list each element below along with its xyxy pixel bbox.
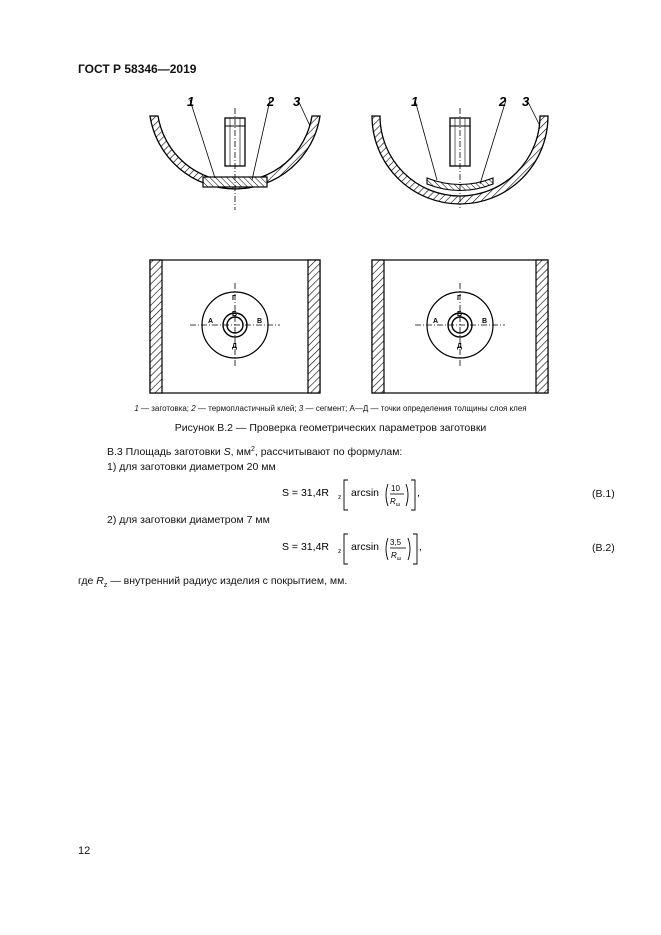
eq2-num: 3,5 [390, 538, 402, 547]
equation-b1 [280, 474, 430, 514]
point-g: Г [232, 295, 236, 302]
eq1-den-sub: ш [396, 502, 401, 508]
callout-3: 3 [522, 94, 530, 109]
equation-number: (В.2) [592, 542, 615, 554]
callout-leader-1 [190, 100, 215, 178]
callout-2: 2 [499, 94, 507, 109]
where-clause-text: где $R_z$ — внутренний радиус изделия с покрытием, мм. [78, 575, 348, 590]
svg-text:,: , [417, 487, 420, 499]
eq1-num: 10 [391, 484, 400, 493]
plan-view-left [150, 260, 320, 393]
eq2-func: arcsin [351, 541, 380, 553]
point-d: Д [457, 343, 462, 350]
point-v: В [257, 318, 263, 325]
figure-caption: Рисунок В.2 — Проверка геометрических параметров заготовки [174, 422, 487, 434]
eq1-den: R [390, 497, 396, 506]
figure-b2-drawing [120, 88, 580, 403]
point-g: Г [457, 295, 461, 302]
legend-text: — термопластичный клей; [195, 404, 299, 413]
point-b: Б [457, 311, 463, 318]
plan-view-right [372, 260, 548, 393]
standard-header: ГОСТ Р 58346—2019 [78, 62, 197, 76]
eq2-den-sub: ш [397, 556, 402, 562]
callout-leader-1 [415, 100, 437, 180]
legend-number: 1 [134, 404, 139, 413]
point-a: А [433, 318, 439, 325]
callout-1: 1 [411, 94, 419, 109]
point-v: В [482, 318, 488, 325]
legend-number: 3 [298, 404, 304, 413]
eq1-func: arcsin [351, 487, 380, 499]
callout-2: 2 [267, 94, 275, 109]
legend-number: 2 [191, 404, 196, 413]
callout-leader-2 [480, 100, 506, 184]
svg-text:,: , [419, 541, 422, 553]
eq2-den: R [391, 551, 397, 560]
callout-leader-2 [252, 100, 270, 180]
equation-b2 [280, 528, 430, 568]
eq2-sub: z [338, 548, 342, 555]
callout-1: 1 [187, 94, 195, 109]
section-view-curved [372, 100, 548, 208]
section-view-flat [150, 100, 320, 210]
section-b3-text: В.3 Площадь заготовки S, $мм^2$, рассчитывают по формулам: [107, 446, 403, 458]
legend-text: — сегмент; А—Д — точки определения толщины слоя клея [303, 404, 527, 413]
legend-text: — заготовка; [138, 404, 192, 413]
eq1-lhs: S = 31,4R [282, 487, 329, 499]
equation-number: (В.1) [592, 488, 615, 500]
page-number: 12 [78, 845, 91, 857]
callout-3: 3 [293, 94, 301, 109]
point-b: Б [232, 311, 238, 318]
item-2-text: 2) для заготовки диаметром 7 мм [107, 514, 270, 526]
item-1-text: 1) для заготовки диаметром 20 мм [107, 461, 276, 473]
eq1-sub: z [338, 494, 342, 501]
eq2-lhs: S = 31,4R [282, 541, 329, 553]
point-d: Д [232, 343, 237, 350]
figure-legend [0, 404, 661, 413]
point-a: А [208, 318, 214, 325]
